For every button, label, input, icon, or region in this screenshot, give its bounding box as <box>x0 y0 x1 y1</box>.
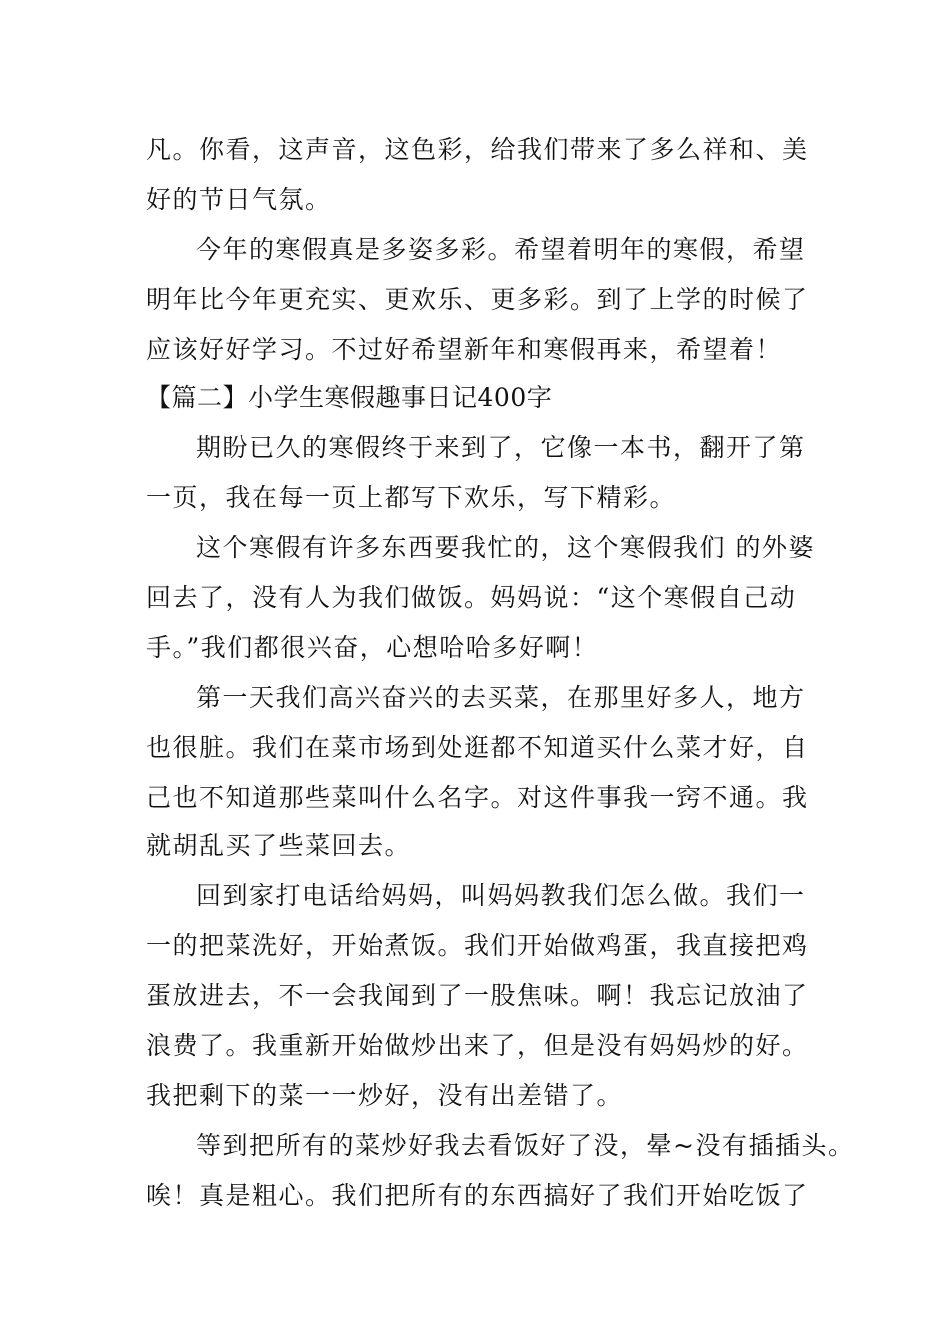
text-line-13: 也很脏。我们在菜市场到处逛都不知道买什么菜才好，自 <box>146 733 809 762</box>
paragraph-start-line-12: 第一天我们高兴奋兴的去买菜，在那里好多人，地方 <box>196 683 806 712</box>
paragraph-start-line-9: 这个寒假有许多东西要我忙的，这个寒假我们 的外婆 <box>196 533 815 562</box>
text-line-18: 蛋放进去，不一会我闻到了一股焦味。啊！我忘记放油了 <box>146 981 809 1010</box>
text-line-22: 唉！真是粗心。我们把所有的东西搞好了我们开始吃饭了 <box>146 1181 809 1210</box>
text-line-2: 好的节日气氛。 <box>146 185 332 214</box>
text-line-1: 凡。你看，这声音，这色彩，给我们带来了多么祥和、美 <box>146 135 809 164</box>
text-line-8: 一页，我在每一页上都写下欢乐，写下精彩。 <box>146 483 677 512</box>
text-line-5: 应该好好学习。不过好希望新年和寒假再来，希望着！ <box>146 335 783 364</box>
paragraph-start-line-21: 等到把所有的菜炒好我去看饭好了没，晕~没有插插头。 <box>196 1131 855 1160</box>
text-line-20: 我把剩下的菜一一炒好，没有出差错了。 <box>146 1081 624 1110</box>
text-line-10: 回去了，没有人为我们做饭。妈妈说：“这个寒假自己动 <box>146 583 797 612</box>
section-heading: 【篇二】小学生寒假趣事日记400字 <box>146 383 553 412</box>
text-line-19: 浪费了。我重新开始做炒出来了，但是没有妈妈炒的好。 <box>146 1031 809 1060</box>
text-line-4: 明年比今年更充实、更欢乐、更多彩。到了上学的时候了 <box>146 285 809 314</box>
text-line-15: 就胡乱买了些菜回去。 <box>146 831 412 860</box>
text-line-11: 手。”我们都很兴奋，心想哈哈多好啊！ <box>146 633 599 662</box>
text-line-17: 一的把菜洗好，开始煮饭。我们开始做鸡蛋，我直接把鸡 <box>146 931 809 960</box>
text-line-14: 己也不知道那些菜叫什么名字。对这件事我一窍不通。我 <box>146 783 809 812</box>
paragraph-start-line-3: 今年的寒假真是多姿多彩。希望着明年的寒假，希望 <box>196 235 806 264</box>
paragraph-start-line-7: 期盼已久的寒假终于来到了，它像一本书，翻开了第 <box>196 433 806 462</box>
paragraph-start-line-16: 回到家打电话给妈妈，叫妈妈教我们怎么做。我们一 <box>196 881 806 910</box>
